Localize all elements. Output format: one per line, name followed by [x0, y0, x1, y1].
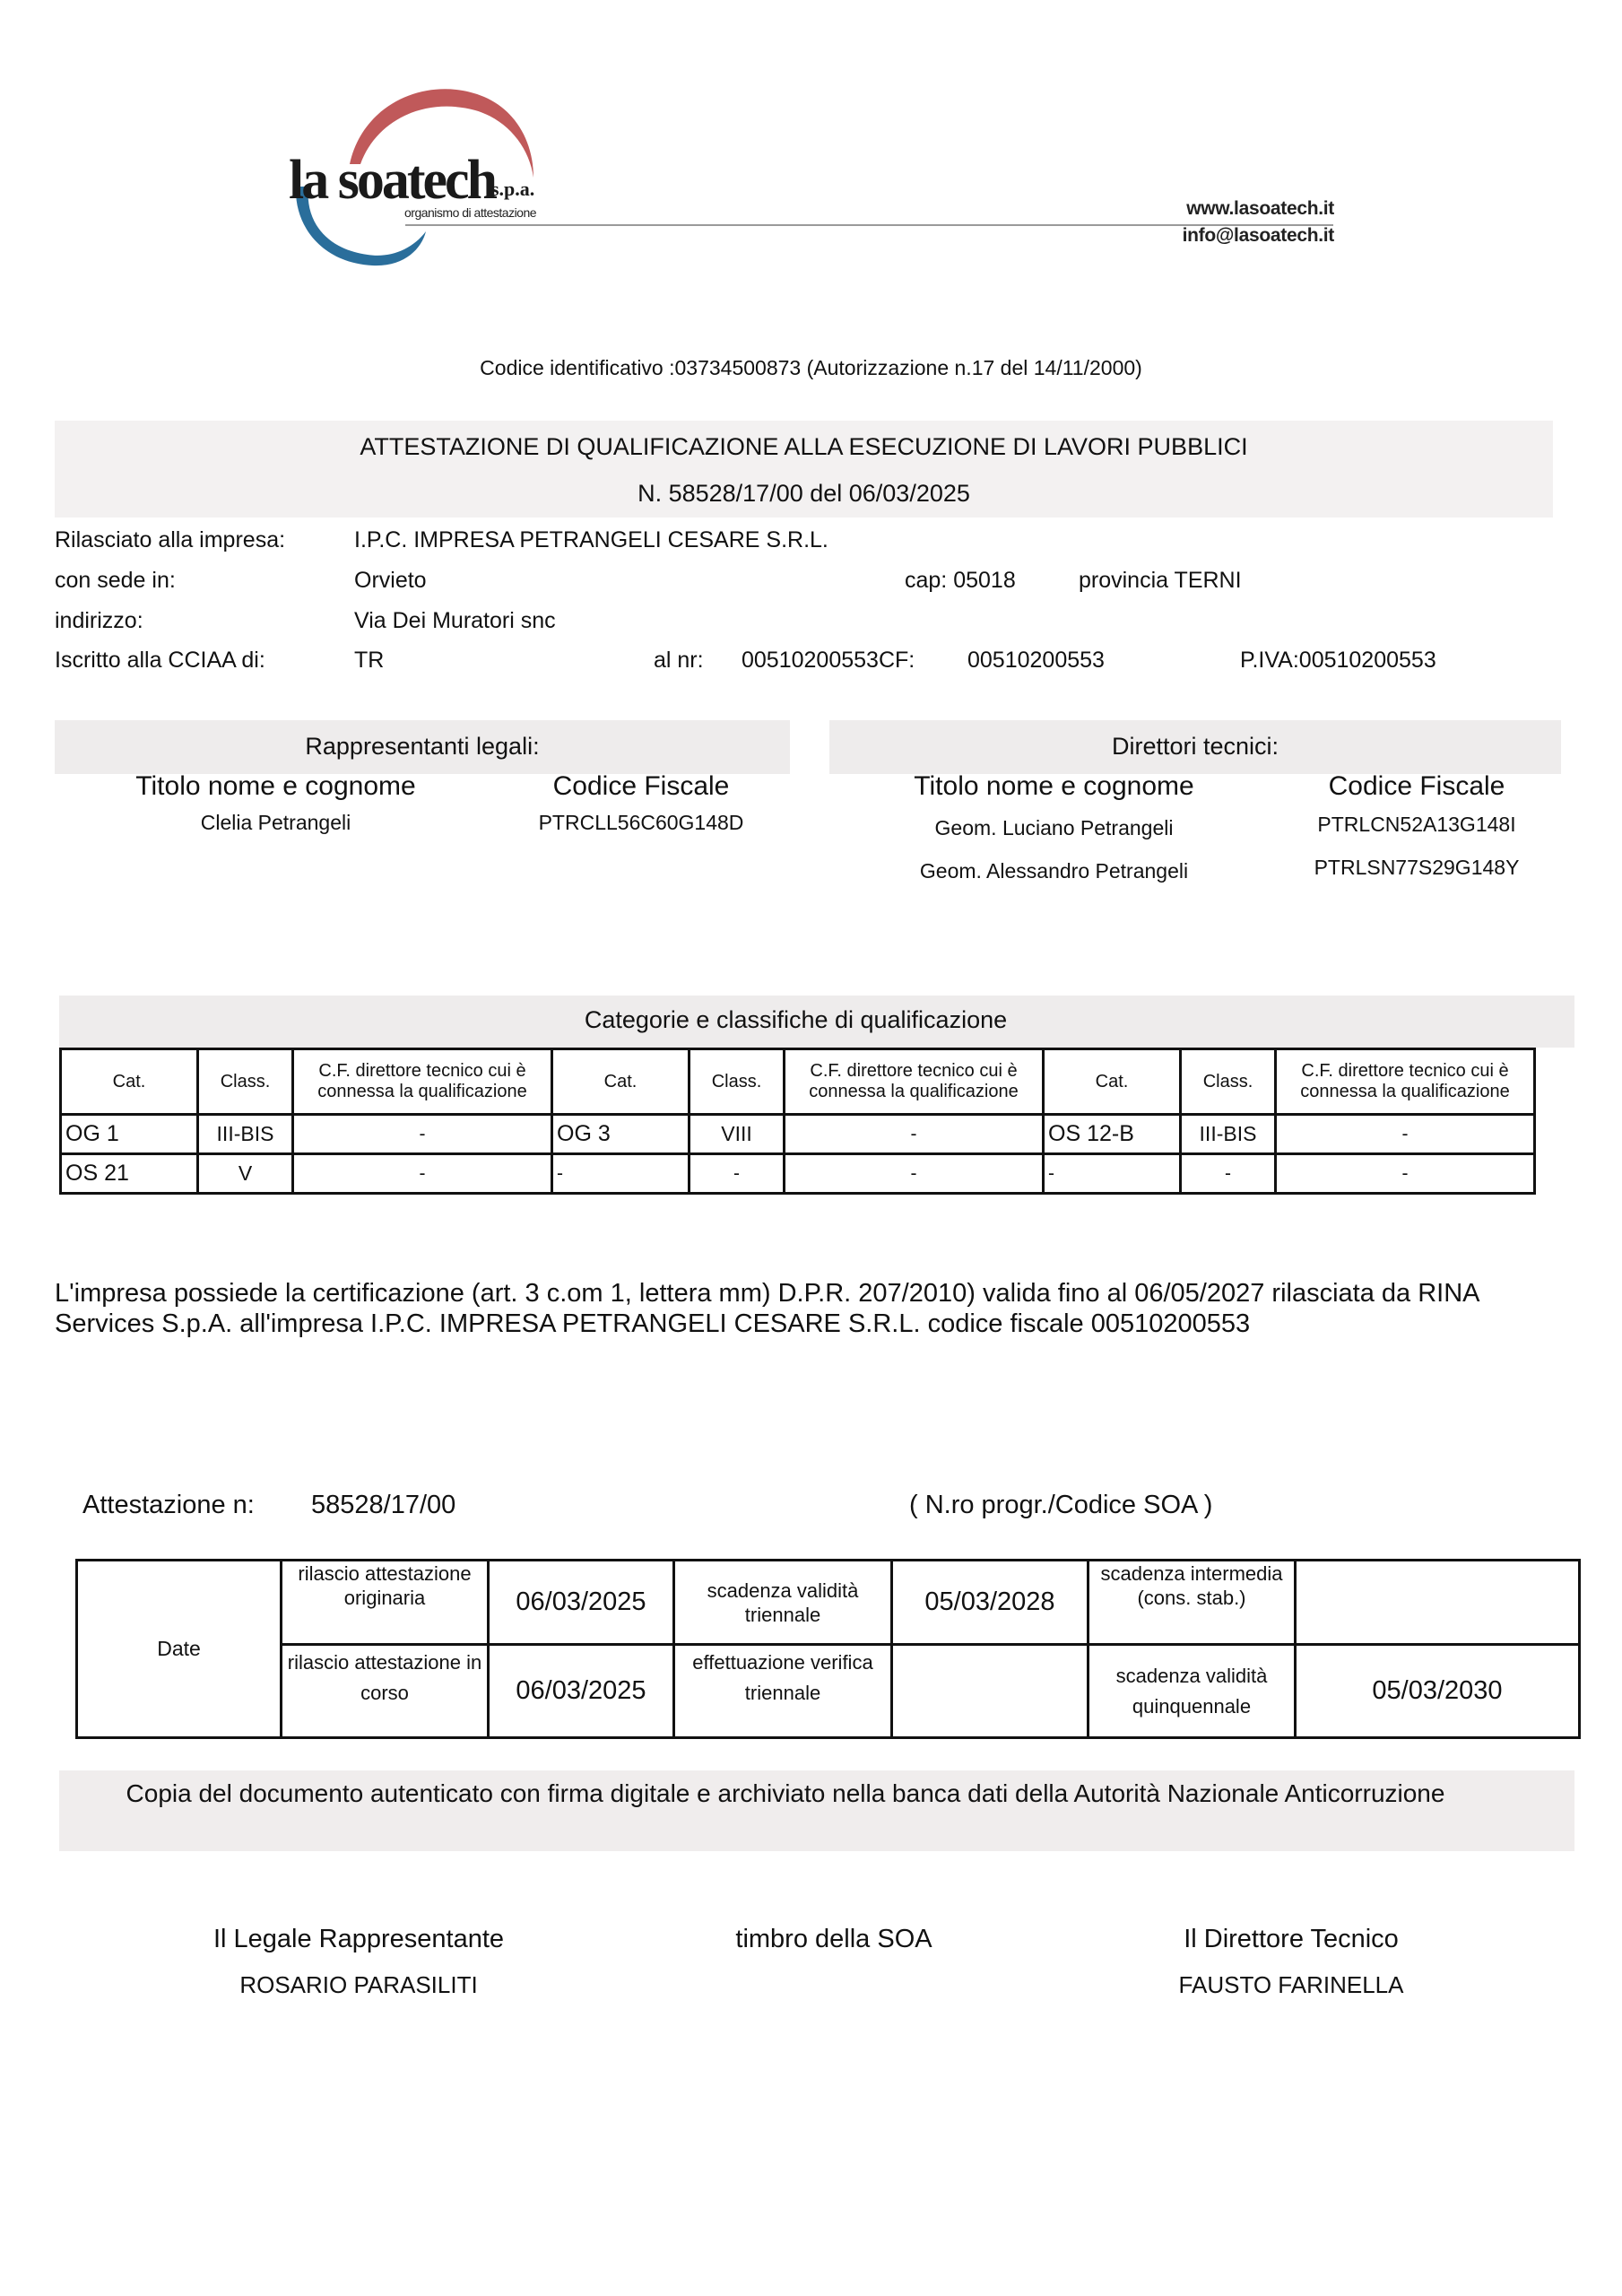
- categories-table: [59, 1048, 1536, 1195]
- cciaa-label: Iscritto alla CCIAA di:: [55, 648, 265, 673]
- tech-dir-signature-title: Il Direttore Tecnico: [1184, 1925, 1399, 1953]
- attestation-number: 58528/17/00: [311, 1491, 456, 1519]
- company-cap: cap: 05018: [905, 568, 1016, 593]
- col-header: C.F. direttore tecnico cui è connessa la qualificazione: [785, 1049, 1044, 1115]
- cf-value: 00510200553: [967, 648, 1105, 673]
- categories-band: [59, 996, 1574, 1048]
- logo-wordmark: la soatech: [289, 150, 496, 211]
- attestation-label: Attestazione n:: [82, 1491, 255, 1519]
- cell-cf: -: [293, 1115, 552, 1154]
- cell-class: -: [1181, 1154, 1276, 1194]
- cell-cf: -: [785, 1154, 1044, 1194]
- cell-class: -: [690, 1154, 785, 1194]
- dates-row: [77, 1645, 1580, 1738]
- triennial-expiry-date: 05/03/2028: [892, 1561, 1089, 1645]
- tech-director-name: Geom. Luciano Petrangeli: [934, 816, 1174, 839]
- footer-notice: Copia del documento autenticato con firma digitale e archiviato nella banca dati della Autorità Nazionale Anticorruzione: [126, 1779, 1445, 1807]
- cell-class: VIII: [690, 1115, 785, 1154]
- dates-row-label: Date: [77, 1561, 282, 1738]
- seat-label: con sede in:: [55, 568, 176, 593]
- piva-value: P.IVA:00510200553: [1240, 648, 1436, 673]
- cell-cat: OS 21: [61, 1154, 198, 1194]
- col-header: Cat.: [61, 1049, 198, 1115]
- legal-rep-name: Clelia Petrangeli: [200, 811, 351, 834]
- legal-rep-cf: PTRCLL56C60G148D: [538, 811, 744, 834]
- legal-rep-signature-name: ROSARIO PARASILITI: [239, 1971, 478, 1998]
- authorization-code: Codice identificativo :03734500873 (Autorizzazione n.17 del 14/11/2000): [480, 356, 1142, 379]
- tech-director-cf: PTRLCN52A13G148I: [1317, 813, 1516, 836]
- cell-class: V: [198, 1154, 293, 1194]
- col-header: C.F. direttore tecnico cui è connessa la qualificazione: [293, 1049, 552, 1115]
- intermediate-expiry-date: [1296, 1561, 1580, 1645]
- nr-value: 00510200553CF:: [742, 648, 915, 673]
- quinquennial-expiry-date: 05/03/2030: [1296, 1645, 1580, 1738]
- soa-stamp-label: timbro della SOA: [735, 1925, 932, 1953]
- triennial-check-label: effettuazione verifica triennale: [674, 1645, 892, 1738]
- current-release-date: 06/03/2025: [489, 1645, 674, 1738]
- cell-class: III-BIS: [1181, 1115, 1276, 1154]
- col-header: Cat.: [1044, 1049, 1181, 1115]
- cell-class: III-BIS: [198, 1115, 293, 1154]
- table-row: [61, 1154, 1535, 1194]
- dates-table: [75, 1559, 1581, 1739]
- legal-reps-col-cf: Codice Fiscale: [552, 771, 730, 801]
- tech-director-cf: PTRLSN77S29G148Y: [1314, 856, 1520, 879]
- company-name: I.P.C. IMPRESA PETRANGELI CESARE S.R.L.: [354, 527, 828, 552]
- cell-cat: -: [552, 1154, 690, 1194]
- quinquennial-expiry-label: scadenza validità quinquennale: [1089, 1645, 1296, 1738]
- cell-cat: OS 12-B: [1044, 1115, 1181, 1154]
- legal-reps-col-name: Titolo nome e cognome: [135, 771, 416, 801]
- triennial-expiry-label: scadenza validità triennale: [674, 1561, 892, 1645]
- legal-reps-title: Rappresentanti legali:: [305, 733, 540, 760]
- certification-statement: L'impresa possiede la certificazione (art. 3 c.om 1, lettera mm) D.P.R. 207/2010) valida fino al 06/05/2027 rilasciata da RINA Services S.p.A. all'impresa I.P.C. IMPRESA PETRANGELI CESARE S.R.L. codice fiscale 00510200553: [55, 1279, 1479, 1338]
- col-header: C.F. direttore tecnico cui è connessa la qualificazione: [1276, 1049, 1535, 1115]
- cell-cat: -: [1044, 1154, 1181, 1194]
- document-title: ATTESTAZIONE DI QUALIFICAZIONE ALLA ESECUZIONE DI LAVORI PUBBLICI: [360, 433, 1248, 460]
- cell-cat: OG 3: [552, 1115, 690, 1154]
- cell-cat: OG 1: [61, 1115, 198, 1154]
- issued-to-label: Rilasciato alla impresa:: [55, 527, 286, 552]
- document-number: N. 58528/17/00 del 06/03/2025: [638, 480, 970, 507]
- tech-directors-col-cf: Codice Fiscale: [1328, 771, 1505, 801]
- original-release-label: rilascio attestazione originaria: [282, 1561, 489, 1645]
- tech-director-name: Geom. Alessandro Petrangeli: [919, 859, 1189, 883]
- company-seat: Orvieto: [354, 568, 427, 593]
- legal-reps-band: [55, 720, 790, 774]
- tech-dir-signature-name: FAUSTO FARINELLA: [1178, 1971, 1404, 1998]
- cell-cf: -: [293, 1154, 552, 1194]
- cciaa-value: TR: [354, 648, 385, 673]
- original-release-date: 06/03/2025: [489, 1561, 674, 1645]
- tech-directors-band: [829, 720, 1561, 774]
- email-link[interactable]: info@lasoatech.it: [1182, 225, 1334, 246]
- col-header: Cat.: [552, 1049, 690, 1115]
- categories-header-row: [61, 1049, 1535, 1115]
- logo-suffix: s.p.a.: [491, 178, 535, 200]
- legal-rep-signature-title: Il Legale Rappresentante: [213, 1925, 505, 1953]
- title-band: [55, 421, 1553, 517]
- current-release-label: rilascio attestazione in corso: [282, 1645, 489, 1738]
- tech-directors-title: Direttori tecnici:: [1111, 733, 1279, 760]
- col-header: Class.: [198, 1049, 293, 1115]
- intermediate-expiry-label: scadenza intermedia (cons. stab.): [1089, 1561, 1296, 1645]
- col-header: Class.: [690, 1049, 785, 1115]
- company-province: provincia TERNI: [1079, 568, 1242, 593]
- col-header: Class.: [1181, 1049, 1276, 1115]
- dates-row: [77, 1561, 1580, 1645]
- triennial-check-date: [892, 1645, 1089, 1738]
- categories-title: Categorie e classifiche di qualificazione: [584, 1006, 1008, 1033]
- website-link[interactable]: www.lasoatech.it: [1186, 198, 1334, 219]
- cell-cf: -: [1276, 1115, 1535, 1154]
- attestation-note: ( N.ro progr./Codice SOA ): [909, 1491, 1213, 1519]
- cell-cf: -: [1276, 1154, 1535, 1194]
- table-row: [61, 1115, 1535, 1154]
- cell-cf: -: [785, 1115, 1044, 1154]
- company-address: Via Dei Muratori snc: [354, 608, 556, 633]
- address-label: indirizzo:: [55, 608, 143, 633]
- footer-notice-band: [59, 1770, 1574, 1851]
- tech-directors-col-name: Titolo nome e cognome: [914, 771, 1194, 801]
- nr-label: al nr:: [654, 648, 704, 673]
- logo-tagline: organismo di attestazione: [404, 205, 537, 220]
